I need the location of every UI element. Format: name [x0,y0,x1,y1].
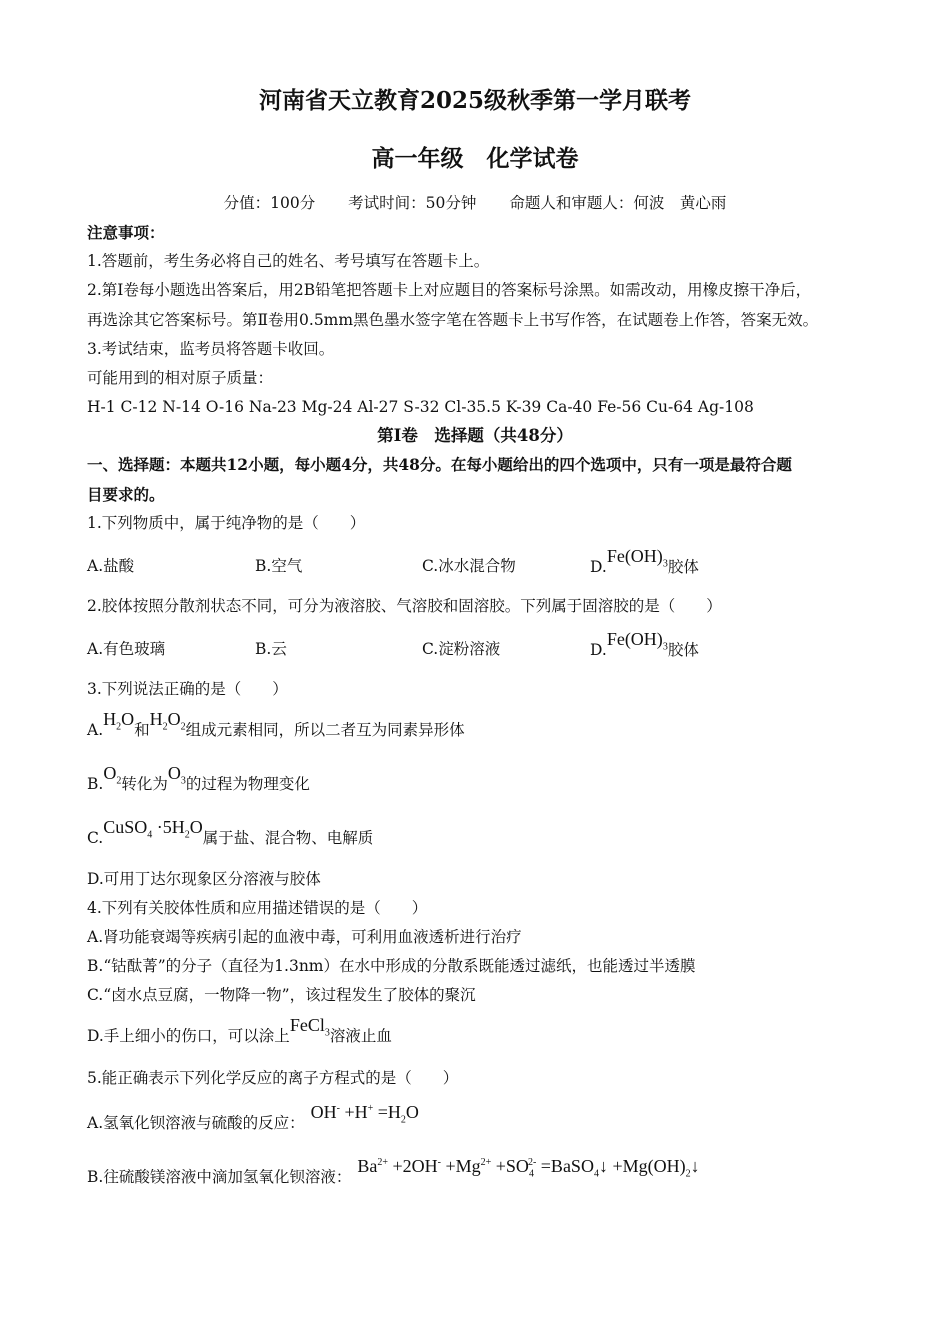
q3-option-c: C.CuSO$_4$ $\cdot 5H_2O$属于盐、混合物、电解质 [87,817,374,847]
notice-item: 再选涂其它答案标号。第Ⅱ卷用0.5mm黑色墨水签字笔在答题卡上书写作答，在试题卷上作答，答案无效。 [87,311,819,329]
exam-info [0,192,950,214]
score-info: 分值：100分 [223,194,316,212]
question-1-stem: 1.下列物质中，属于纯净物的是（ ） [87,514,366,532]
atomic-heading: 可能用到的相对原子质量： [87,369,274,387]
exam-title: 河南省天立教育2025级秋季第一学月联考 [258,87,691,114]
q3-option-a: $A.H_2O$和$H_2O_2$组成元素相同，所以二者互为同素异形体 [87,709,465,739]
question-3-stem: 3.下列说法正确的是（ ） [87,680,288,698]
q2-option-c: C.淀粉溶液 [422,640,501,658]
q2-option-b: B.云 [255,640,287,658]
section-instruction: 一、选择题：本题共12小题，每小题4分，共48分。在每小题给出的四个选项中，只有一项是最符合题 [87,455,792,474]
notice-item: 1.答题前，考生务必将自己的姓名、考号填写在答题卡上。 [87,252,490,270]
q4-option-a: A.肾功能衰竭等疾病引起的血液中毒，可利用血液透析进行治疗 [87,928,522,946]
q2-option-d: $D.Fe(OH)_3$胶体 [590,629,699,659]
question-4-stem: 4.下列有关胶体性质和应用描述错误的是（ ） [87,899,428,917]
q2-option-a: A.有色玻璃 [87,640,166,658]
question-5-stem: 5.能正确表示下列化学反应的离子方程式的是（ ） [87,1069,459,1087]
time-info: 考试时间：50分钟 [348,194,477,212]
q1-option-d: $D.Fe(OH)_3$胶体 [590,546,699,576]
q3-option-d: D.可用丁达尔现象区分溶液与胶体 [87,870,321,888]
section-instruction: 目要求的。 [87,485,165,504]
q4-option-d: D.手上细小的伤口，可以涂上FeCl$_3$溶液止血 [87,1015,392,1045]
atomic-masses: H-1 C-12 N-14 O-16 Na-23 Mg-24 Al-27 S-32 Cl-35.5 K-39 Ca-40 Fe-56 Cu-64 Ag-108 [87,398,754,416]
exam-subtitle: 高一年级 化学试卷 [371,145,579,172]
q1-option-b: B.空气 [255,557,303,575]
q4-option-b: B.“钴酞菁”的分子（直径为1.3nm）在水中形成的分散系既能透过滤纸，也能透过半透膜 [87,957,696,975]
q5-option-b: B.往硫酸镁溶液中滴加氢氧化钡溶液：$Ba^{2+} +2OH^- +Mg^{2+} +SO_4^{2-}$ =BaSO$_4$↓ $+Mg(OH)_2↓$ [87,1156,700,1186]
question-2-stem: 2.胶体按照分散剂状态不同，可分为液溶胶、气溶胶和固溶胶。下列属于固溶胶的是（ ） [87,597,722,615]
notice-item: 3.考试结束，监考员将答题卡收回。 [87,340,335,358]
q4-option-c: C.“卤水点豆腐，一物降一物”，该过程发生了胶体的聚沉 [87,986,476,1004]
q5-option-a: A.氢氧化钡溶液与硫酸的反应：$OH^- +H^+ =H_2O$ [87,1102,419,1132]
section-title: 第Ⅰ卷 选择题（共48分） [377,426,573,445]
authors-info: 命题人和审题人：何波 黄心雨 [509,194,727,212]
notice-heading: 注意事项： [87,223,165,242]
q1-option-a: A.盐酸 [87,557,135,575]
q3-option-b: $B.O_2$转化为$O_3$的过程为物理变化 [87,763,310,793]
q1-option-c: C.冰水混合物 [422,557,516,575]
notice-item: 2.第Ⅰ卷每小题选出答案后，用2B铅笔把答题卡上对应题目的答案标号涂黑。如需改动，用橡皮擦干净后， [87,281,812,299]
